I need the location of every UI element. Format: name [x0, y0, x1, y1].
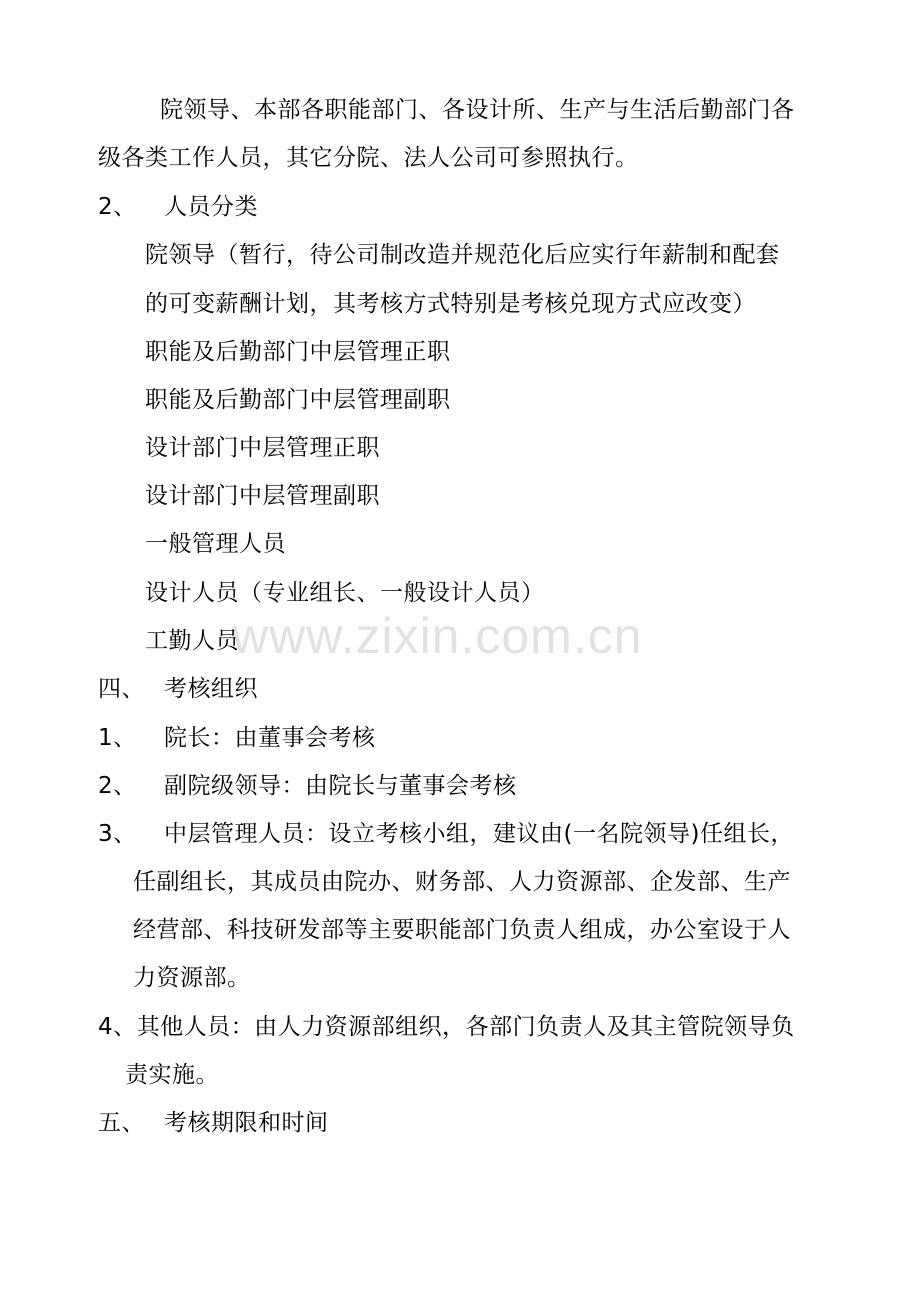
watermark: www.zixin.com.cn — [232, 608, 643, 664]
item-text: 中层管理人员：设立考核小组，建议由(一名院领导)任组长， — [164, 821, 794, 847]
list-item-president — [98, 723, 376, 753]
list-item-middle-management — [98, 819, 794, 849]
section-number: 四、 — [98, 676, 145, 702]
list-number: 2、 — [98, 194, 137, 220]
paragraph-line-middle-management-2: 任副组长，其成员由院办、财务部、人力资源部、企发部、生产 — [133, 869, 791, 895]
paragraph-line-middle-management-3: 经营部、科技研发部等主要职能部门负责人组成，办公室设于人 — [133, 917, 791, 943]
list-number: 3、 — [98, 821, 137, 847]
section-heading-assessment-period — [98, 1108, 329, 1138]
section-heading-personnel-classification — [98, 192, 258, 222]
list-item-other-staff: 4、其他人员：由人力资源部组织，各部门负责人及其主管院领导负 — [98, 1014, 795, 1040]
list-item-service-staff: 工勤人员 — [145, 628, 239, 654]
paragraph-line-middle-management-4: 力资源部。 — [133, 965, 251, 991]
list-item-design-deputy: 设计部门中层管理副职 — [145, 483, 380, 509]
paragraph-line-2: 级各类工作人员，其它分院、法人公司可参照执行。 — [98, 145, 639, 171]
section-number: 五、 — [98, 1110, 145, 1136]
list-item-designers: 设计人员（专业组长、一般设计人员） — [145, 580, 545, 606]
heading-text: 考核期限和时间 — [164, 1110, 329, 1136]
list-item-functional-head: 职能及后勤部门中层管理正职 — [145, 339, 451, 365]
list-item-leaders-1: 院领导（暂行，待公司制改造并规范化后应实行年薪制和配套 — [145, 242, 780, 268]
list-number: 2、 — [98, 773, 137, 799]
item-text: 院长：由董事会考核 — [164, 725, 376, 751]
item-text: 副院级领导：由院长与董事会考核 — [164, 773, 517, 799]
list-number: 1、 — [98, 725, 137, 751]
paragraph-line-other-staff-2: 责实施。 — [125, 1062, 219, 1088]
list-item-vice-president — [98, 771, 517, 801]
section-heading-assessment-organization — [98, 674, 258, 704]
list-item-functional-deputy: 职能及后勤部门中层管理副职 — [145, 387, 451, 413]
paragraph-line-1: 院领导、本部各职能部门、各设计所、生产与生活后勤部门各 — [160, 97, 795, 123]
list-item-leaders-2: 的可变薪酬计划，其考核方式特别是考核兑现方式应改变） — [145, 291, 756, 317]
heading-text: 考核组织 — [164, 676, 258, 702]
list-item-design-head: 设计部门中层管理正职 — [145, 435, 380, 461]
heading-text: 人员分类 — [164, 194, 258, 220]
list-item-general-management: 一般管理人员 — [145, 531, 286, 557]
